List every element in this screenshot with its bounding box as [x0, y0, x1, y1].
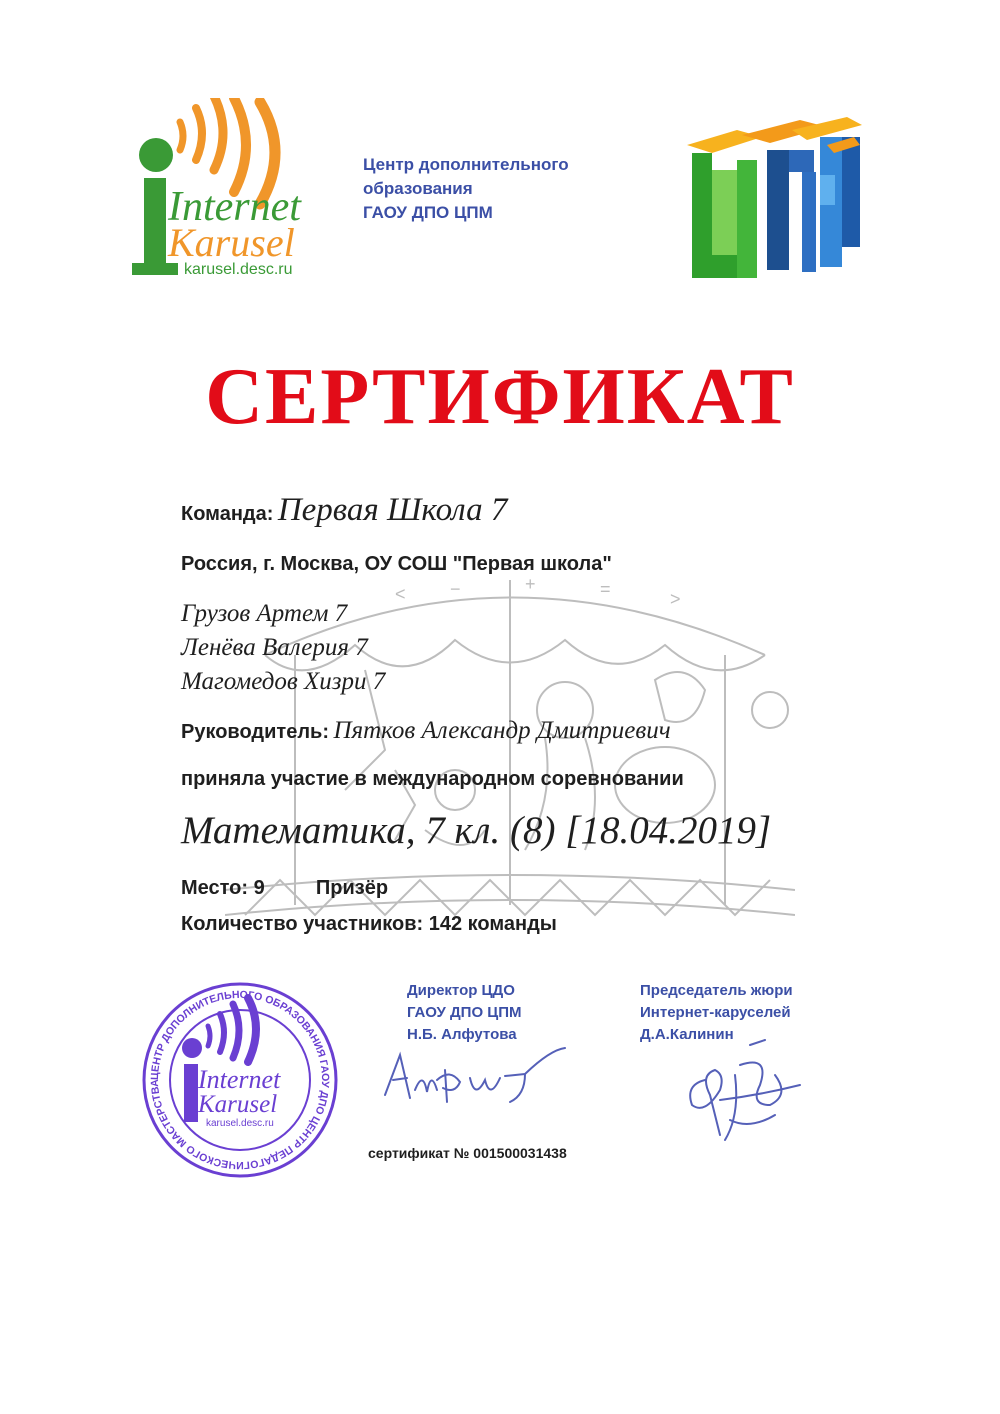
place-label: Место:	[181, 877, 249, 899]
logo-site: karusel.desc.ru	[184, 261, 293, 278]
leader-label: Руководитель:	[181, 721, 329, 743]
director-block	[407, 980, 522, 1046]
team-label: Команда:	[181, 503, 274, 525]
place-status: Призёр	[315, 877, 389, 899]
participants-count-row	[181, 913, 557, 936]
org-line-3: ГАОУ ДПО ЦПМ	[363, 203, 493, 222]
director-signature	[375, 1040, 575, 1120]
leader-row	[181, 717, 671, 745]
stamp-site: karusel.desc.ru	[206, 1118, 274, 1129]
member-2: Ленёва Валерия 7	[181, 634, 368, 661]
participants-count-label: Количество участников:	[181, 913, 424, 935]
svg-text:<: <	[395, 584, 406, 604]
svg-text:+: +	[525, 574, 536, 594]
official-stamp	[140, 980, 340, 1180]
competition-name: Математика, 7 кл. (8) [18.04.2019]	[181, 809, 772, 852]
internet-karusel-logo	[128, 98, 328, 283]
chair-signature	[680, 1035, 810, 1150]
stamp-ring-text: ЦЕНТР ДОПОЛНИТЕЛЬНОГО ОБРАЗОВАНИЯ ГАОУ ДПО ЦЕНТР ПЕДАГОГИЧЕСКОГО МАСТЕРСТВА	[148, 988, 332, 1172]
place-value: 9	[253, 877, 265, 899]
director-title: Директор ЦДО	[407, 982, 515, 999]
leader-name: Пятков Александр Дмитриевич	[333, 717, 671, 744]
certificate-number: сертификат № 001500031438	[368, 1145, 567, 1161]
svg-text:>: >	[670, 589, 681, 609]
chair-title: Председатель жюри	[640, 982, 793, 999]
team-row	[181, 492, 507, 529]
member-3: Магомедов Хизри 7	[181, 668, 386, 695]
logo-brand-bottom: Karusel	[168, 220, 295, 265]
place-row	[181, 877, 388, 900]
director-name: Н.Б. Алфутова	[407, 1026, 517, 1043]
chair-org: Интернет-каруселей	[640, 1004, 791, 1021]
participation-text: приняла участие в международном соревновании	[181, 768, 684, 790]
stamp-brand-top: Internet	[198, 1065, 281, 1094]
stamp-brand-bottom: Karusel	[198, 1091, 278, 1118]
director-org: ГАОУ ДПО ЦПМ	[407, 1004, 522, 1021]
team-name: Первая Школа 7	[277, 492, 508, 528]
logo-brand-top: Internet	[168, 184, 301, 230]
participants-count-value: 142 команды	[428, 913, 557, 935]
svg-text:=: =	[600, 579, 611, 599]
school-location: Россия, г. Москва, ОУ СОШ "Первая школа"	[181, 553, 612, 575]
team-members	[181, 597, 385, 699]
chair-name: Д.А.Калинин	[640, 1026, 734, 1043]
cpm-logo	[682, 115, 867, 290]
certificate-title: СЕРТИФИКАТ	[205, 353, 795, 441]
svg-text:−: −	[450, 579, 461, 599]
org-line-1: Центр дополнительного	[363, 155, 569, 174]
organization-name	[363, 153, 569, 225]
org-line-2: образования	[363, 179, 473, 198]
member-1: Грузов Артем 7	[181, 600, 348, 627]
